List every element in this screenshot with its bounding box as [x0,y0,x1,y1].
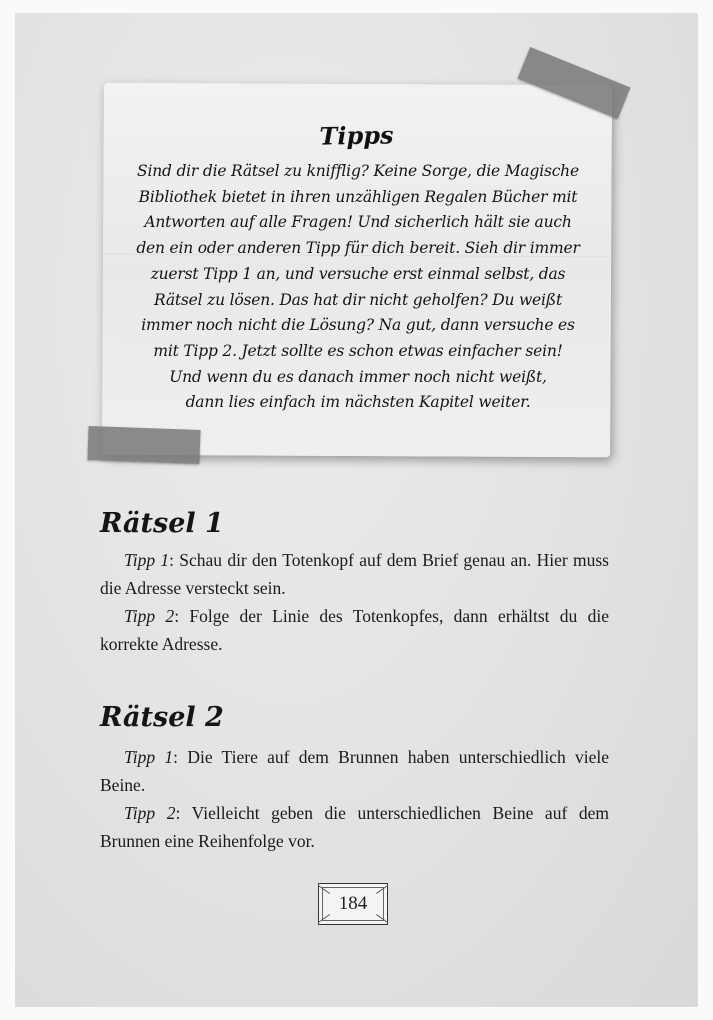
tip-paragraph [100,546,609,602]
tip-text: : Folge der Linie des Totenkopfes, dann erhältst du die korrekte Adresse. [100,606,609,654]
note-line: Bibliothek bietet in ihren unzähligen Regalen Bücher mit [138,187,578,206]
note-line: immer noch nicht die Lösung? Na gut, dann versuche es [141,316,575,335]
section-heading-raetsel-1: Rätsel 1 [100,508,224,539]
page-number: 184 [338,893,368,914]
tip-label: Tipp 1 [124,747,174,767]
tip-label: Tipp 1 [124,550,170,570]
page-number-box [318,883,388,925]
tip-text: : Schau dir den Totenkopf auf dem Brief genau an. Hier muss die Adresse versteckt sein. [100,550,609,598]
tip-paragraph [100,602,609,658]
note-line: den ein oder anderen Tipp für dich bereit. Sieh dir immer [136,239,580,258]
note-line: mit Tipp 2. Jetzt sollte es schon etwas einfacher sein! [153,341,563,360]
tip-text: : Vielleicht geben die unterschiedlichen Beine auf dem Brunnen eine Reihenfolge vor. [100,803,609,851]
tip-label: Tipp 2 [124,606,175,626]
tip-label: Tipp 2 [124,803,176,823]
note-title: Tipps [319,120,394,151]
section-heading-raetsel-2: Rätsel 2 [100,702,224,733]
tip-paragraph [100,799,609,855]
note-line: Sind dir die Rätsel zu knifflig? Keine Sorge, die Magische [137,162,579,180]
tip-paragraph [100,743,609,799]
note-line: Rätsel zu lösen. Das hat dir nicht geholfen? Du weißt [154,290,562,309]
note-line: dann lies einfach im nächsten Kapitel weiter. [185,393,531,412]
note-line: Und wenn du es danach immer noch nicht weißt, [169,367,547,386]
note-line: zuerst Tipp 1 an, und versuche erst einmal selbst, das [150,264,566,283]
tape-strip-bottom [87,426,200,464]
note-body [116,159,600,416]
note-line: Antworten auf alle Fragen! Und sicherlich hält sie auch [144,213,572,232]
tip-text: : Die Tiere auf dem Brunnen haben unterschiedlich viele Beine. [100,747,609,795]
